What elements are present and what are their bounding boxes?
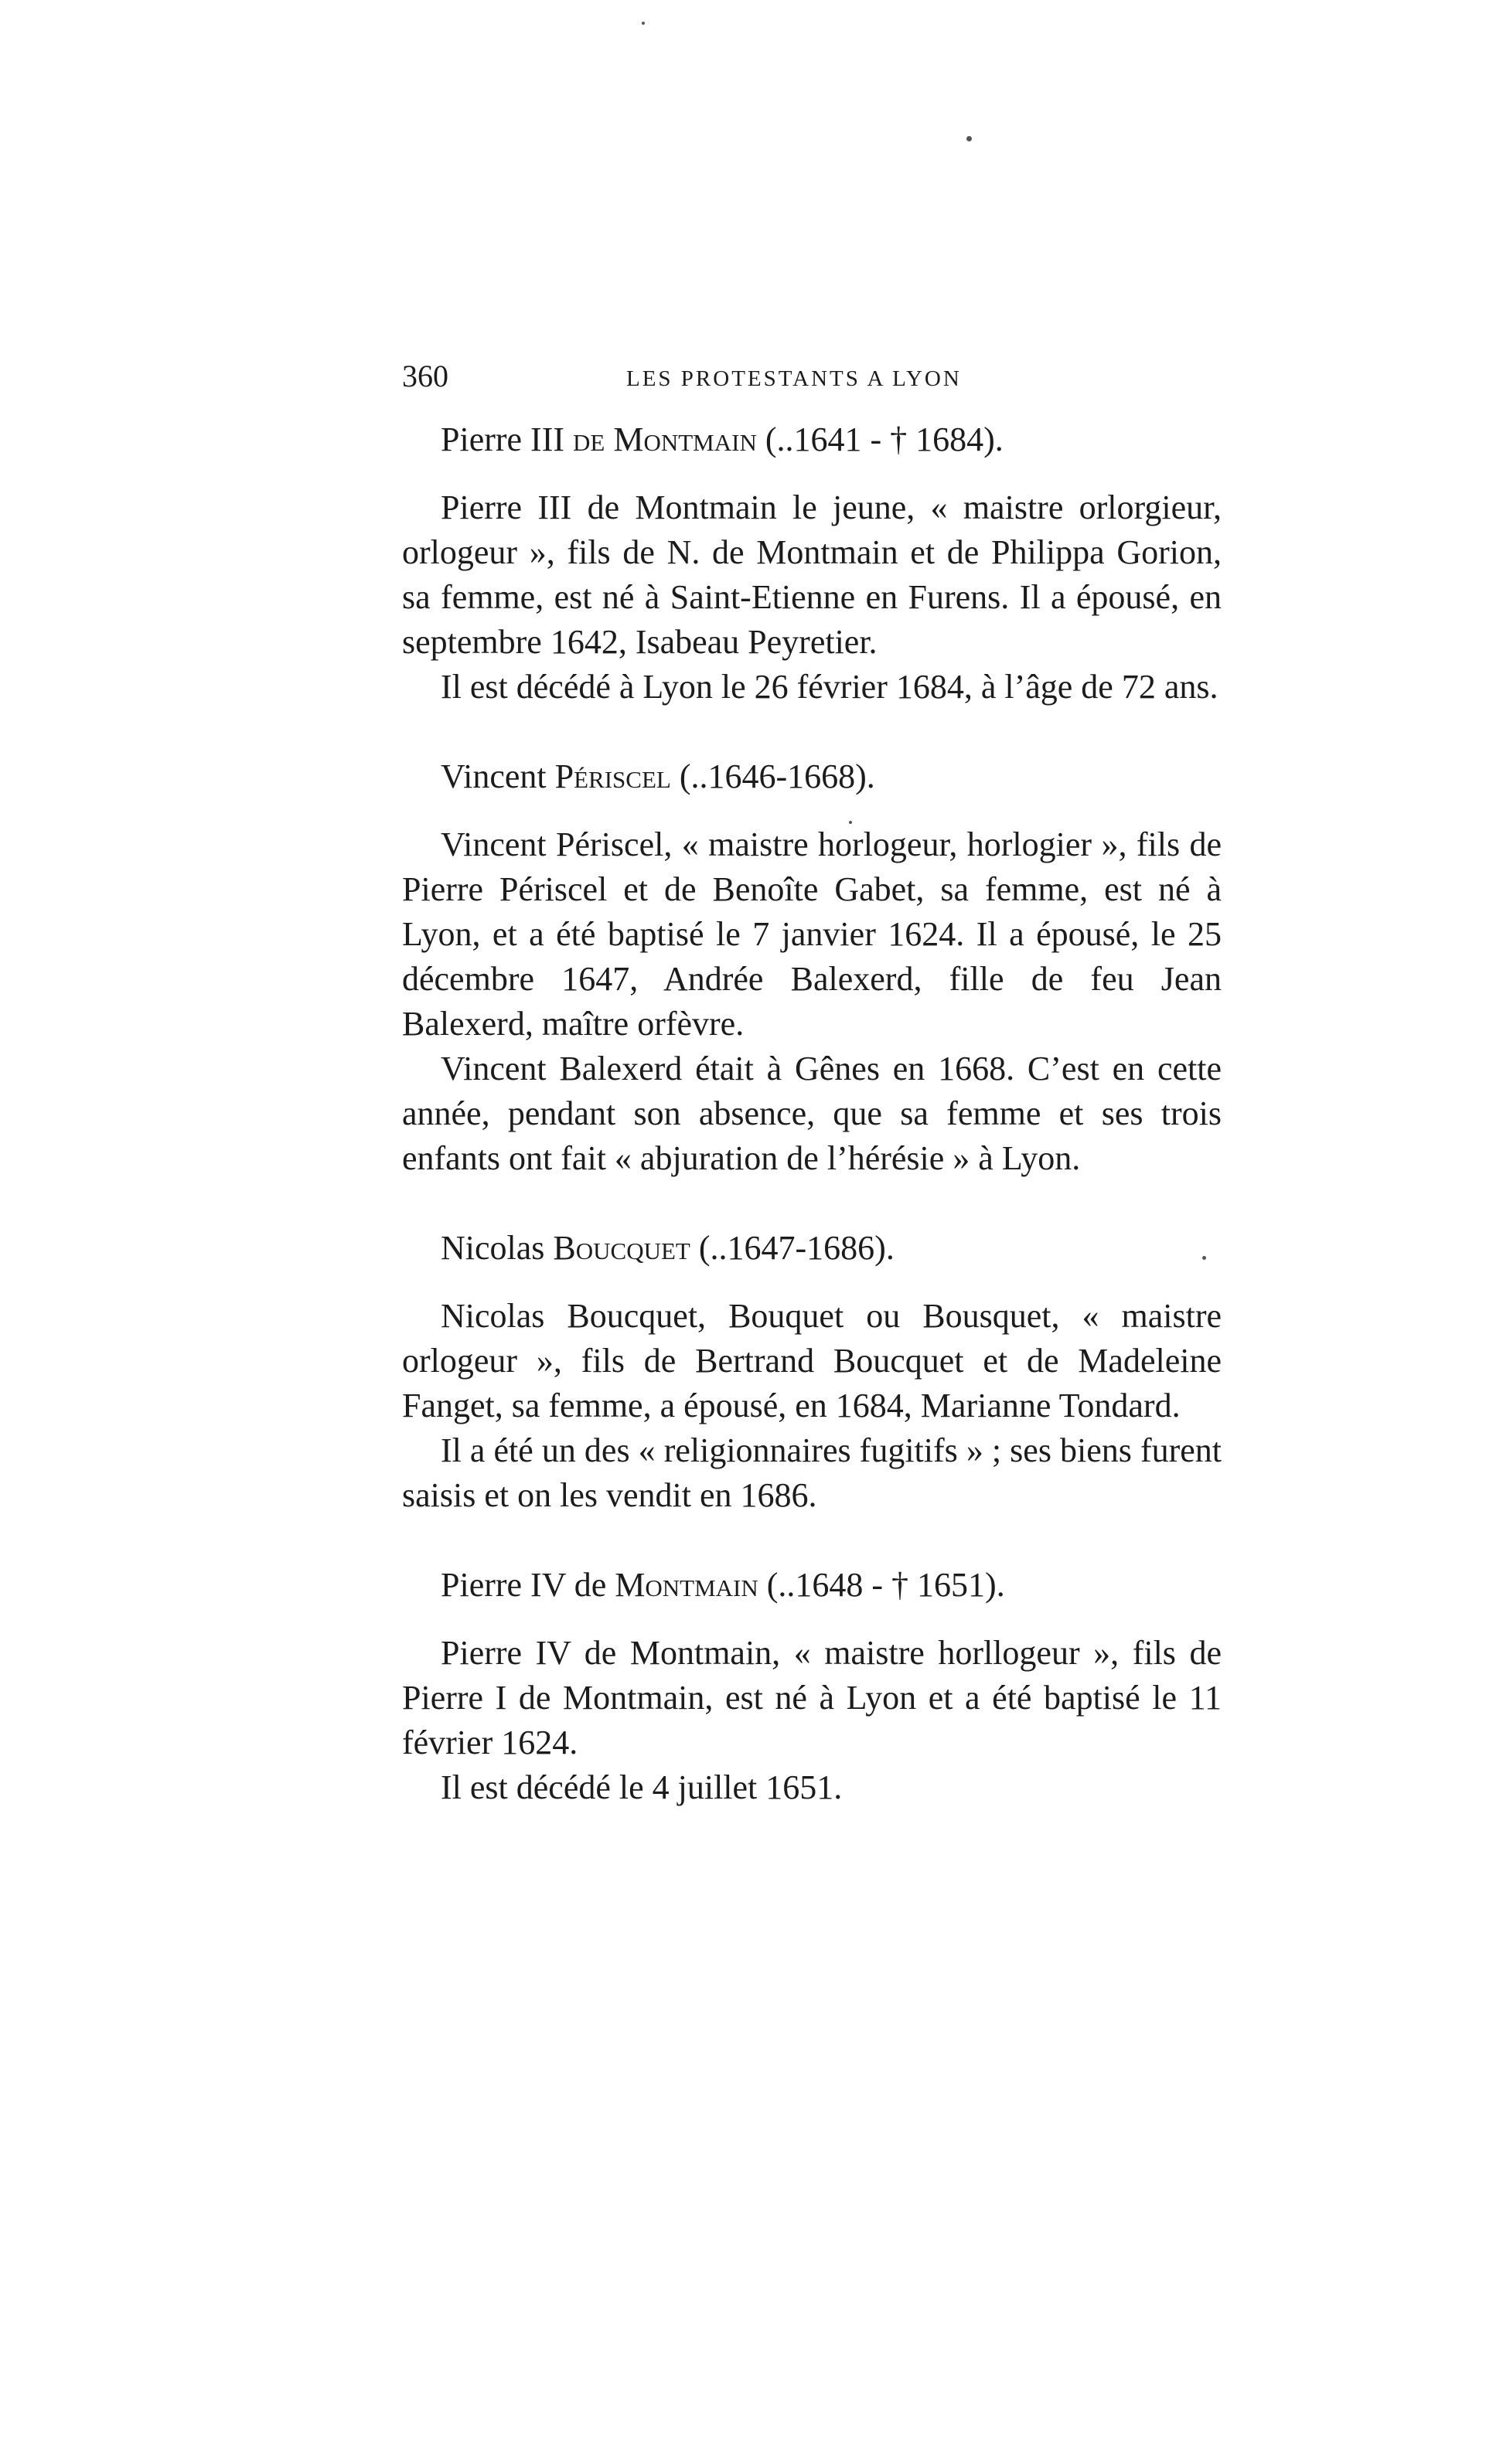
- paragraph: Vincent Périscel, « maistre horlogeur, horlogier », fils de Pierre Périscel et de Benoîte Gabet, sa femme, est né à Lyon, et a été baptisé le 7 janvier 1624. Il a épousé, le 25 décembre 1647, Andrée Balexerd, fille de feu Jean Balexerd, maître orfèvre.: [402, 825, 1222, 1043]
- section-pierre-iv: [402, 1563, 1222, 1810]
- heading-given: Nicolas: [441, 1229, 554, 1267]
- heading-given: Pierre IV de: [441, 1566, 615, 1604]
- paragraph: Il est décédé à Lyon le 26 février 1684, à l’âge de 72 ans.: [441, 668, 1218, 706]
- section-heading: [402, 1226, 1222, 1271]
- page-number: 360: [402, 359, 448, 393]
- heading-particle: de: [573, 420, 614, 458]
- heading-surname: Montmain: [615, 1566, 758, 1604]
- paragraph: Nicolas Boucquet, Bouquet ou Bousquet, « maistre orlogeur », fils de Bertrand Boucquet et de Madeleine Fanget, sa femme, a épousé, en 1684, Marianne Tondard.: [402, 1297, 1222, 1424]
- heading-dates: (..1646-1668).: [670, 757, 875, 795]
- heading-dates: (..1647-1686).: [690, 1229, 895, 1267]
- paragraph: Vincent Balexerd était à Gênes en 1668. C’est en cette année, pendant son absence, que sa femme et ses trois enfants ont fait « abjuration de l’hérésie » à Lyon.: [402, 1050, 1222, 1177]
- section-nicolas-boucquet: [402, 1226, 1222, 1518]
- scan-speck: [642, 22, 645, 25]
- section-heading: [402, 417, 1222, 462]
- scan-speck: [966, 136, 972, 141]
- paragraph: Il a été un des « religionnaires fugitifs » ; ses biens furent saisis et on les vendit en 1686.: [402, 1431, 1222, 1514]
- section-pierre-iii: [402, 417, 1222, 710]
- scan-speck: [1202, 1256, 1206, 1260]
- heading-surname: Boucquet: [553, 1229, 690, 1267]
- heading-dates: (..1641 - † 1684).: [756, 420, 1004, 458]
- page-header: [402, 357, 1222, 403]
- paragraph: Pierre IV de Montmain, « maistre horllogeur », fils de Pierre I de Montmain, est né à Lyon et a été baptisé le 11 février 1624.: [402, 1634, 1222, 1761]
- heading-given: Vincent: [441, 757, 555, 795]
- scan-speck: [849, 821, 852, 824]
- page-body: [402, 417, 1222, 1810]
- heading-surname: Montmain: [613, 420, 757, 458]
- section-heading: [402, 754, 1222, 799]
- heading-surname: Périscel: [554, 757, 671, 795]
- running-head: LES PROTESTANTS A LYON: [626, 366, 962, 391]
- section-vincent-periscel: [402, 754, 1222, 1181]
- paragraph: Il est décédé le 4 juillet 1651.: [441, 1768, 843, 1806]
- heading-dates: (..1648 - † 1651).: [758, 1566, 1005, 1604]
- paragraph: Pierre III de Montmain le jeune, « maistre orlorgieur, orlogeur », fils de N. de Montmain et de Philippa Gorion, sa femme, est né à Saint-Etienne en Furens. Il a épousé, en septembre 1642, Isabeau Peyretier.: [402, 488, 1222, 661]
- heading-given: Pierre III: [441, 420, 574, 458]
- section-heading: [402, 1563, 1222, 1608]
